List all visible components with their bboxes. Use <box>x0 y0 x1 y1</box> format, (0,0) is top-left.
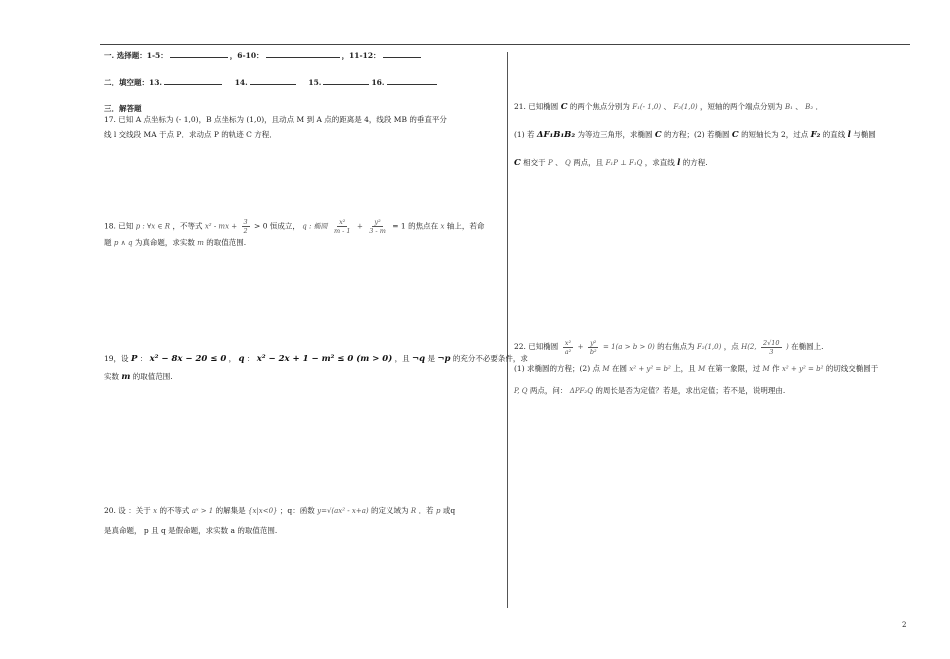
question-18: 18. 已知 p : ∀x ∈ R ，不等式 x² - mx + $\frac{3}{2}$ > 0 恒成立， q : 椭圆 $\frac{\text{x²}}{m - 1}$ + $\frac{\text{y²}}{3 - m}$ = 1 的焦点在 x 轴上，若命 题 p ∧ q 为真命题，求实数 m 的取值范围. <box>104 218 485 247</box>
fraction: $\frac{\text{x²}}{\text{a²}}$ <box>564 338 572 356</box>
page-number: 2 <box>902 621 907 629</box>
question-17 <box>104 112 447 142</box>
question-21: 21. 已知椭圆 C 的两个焦点分别为 F₁(- 1,0) 、 F₂(1,0) ，短轴的两个端点分别为 B₁ 、 B₂ ． (1) 若 ΔF₁B₁B₂ 为等边三角形，求椭圆 C 的方程；(2) 若椭圆 C 的短轴长为 2，过点 F₂ 的直线 l 与椭圆 C 相交于 P 、 Q 两点，且 F₁P ⊥ F₁Q ，求直线 l 的方程. <box>514 102 876 168</box>
answer-row-choice: 一. 选择题：1-5： ，6-10： ，11-12： <box>104 50 423 61</box>
question-19: 19，设 P ： x² − 8x − 20 ≤ 0 ， q ： x² − 2x + 1 − m² ≤ 0 (m > 0) ，且 ¬q 是 ¬p 的充分不必要条件，求 实数 m 的取值范围. <box>104 354 528 382</box>
fraction: $\frac{\text{y²}}{3 - m}$ <box>369 218 386 235</box>
blank <box>266 51 340 58</box>
blank <box>164 78 222 85</box>
blank <box>170 51 228 58</box>
fraction: $\frac{\text{x²}}{m - 1}$ <box>333 218 351 235</box>
question-22: 22. 已知椭圆 $\frac{\text{x²}}{\text{a²}}$ + $\frac{\text{y²}}{\text{b²}}$ = 1(a > b > 0) 的右焦点为 F₂(1,0) ，点 H(2, $\frac{2√10}{3}$ ) 在椭圆上. (1) 求椭圆的方程；(2) 点 M 在圆 x² + y² = b² 上，且 M 在第一象限，过 M 作 x² + y² = b² 的切线交椭圆于 P, Q 两点，问： ΔPF₂Q 的周长是否为定值？若是，求出定值；若不是，说明理由. <box>514 338 879 395</box>
blank <box>250 78 296 85</box>
q17-line2: 线 l 交线段 MA 于点 P．求动点 P 的轨迹 C 方程． <box>104 130 277 139</box>
answer-row-fill: 二．填空题：13. 14. 15. 16. <box>104 77 439 88</box>
question-20: 20. 设 ：关于 x 的不等式 aˣ > 1 的解集是 {x|x<0} ；q：函数 y=√(ax² - x+a) 的定义域为 R ．若 p 或q 是真命题， p 且 q 是假命题，求实数 a 的取值范围. <box>104 506 456 535</box>
fraction: $\frac{3}{2}$ <box>243 218 248 235</box>
blank <box>383 51 421 58</box>
fraction: $\frac{2√10}{3}$ <box>763 338 780 356</box>
top-rule <box>100 44 910 45</box>
fraction: $\frac{\text{y²}}{\text{b²}}$ <box>589 338 597 356</box>
blank <box>323 78 369 85</box>
column-divider <box>507 52 508 608</box>
section-title: 三．解答题 <box>104 104 142 113</box>
q17-line1: 17. 已知 A 点坐标为 (- 1,0)，B 点坐标为 (1,0)，且动点 M 到 A 点的距离是 4，线段 MB 的垂直平分 <box>104 115 447 124</box>
blank <box>387 78 437 85</box>
